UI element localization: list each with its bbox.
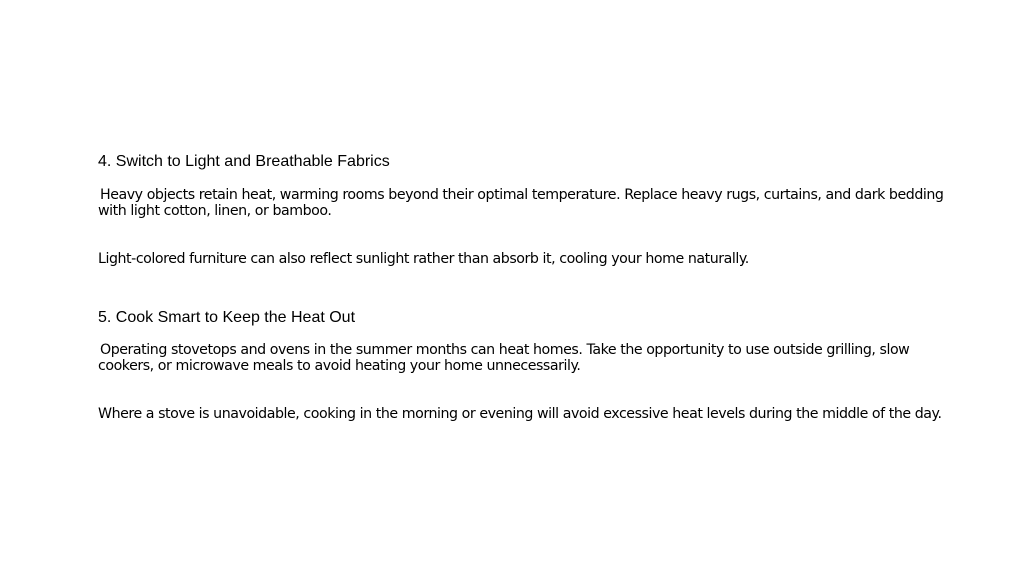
section-heading-fabrics: 4. Switch to Light and Breathable Fabrics: [98, 153, 390, 170]
paragraph-stove-timing: Where a stove is unavoidable, cooking in the morning or evening will avoid excessive heat levels during the middle of the day.: [98, 406, 942, 422]
section-heading-cook-smart: 5. Cook Smart to Keep the Heat Out: [98, 309, 356, 326]
paragraph-stovetops: Operating stovetops and ovens in the summer months can heat homes. Take the opportunity to use outside grilling, slow cookers, or microwave meals to avoid heating your home unnecessarily.: [98, 342, 910, 374]
paragraph-light-furniture: Light-colored furniture can also reflect sunlight rather than absorb it, cooling your home naturally.: [98, 251, 749, 267]
paragraph-heavy-objects: Heavy objects retain heat, warming rooms beyond their optimal temperature. Replace heavy rugs, curtains, and dark bedding with light cotton, linen, or bamboo.: [98, 187, 944, 219]
